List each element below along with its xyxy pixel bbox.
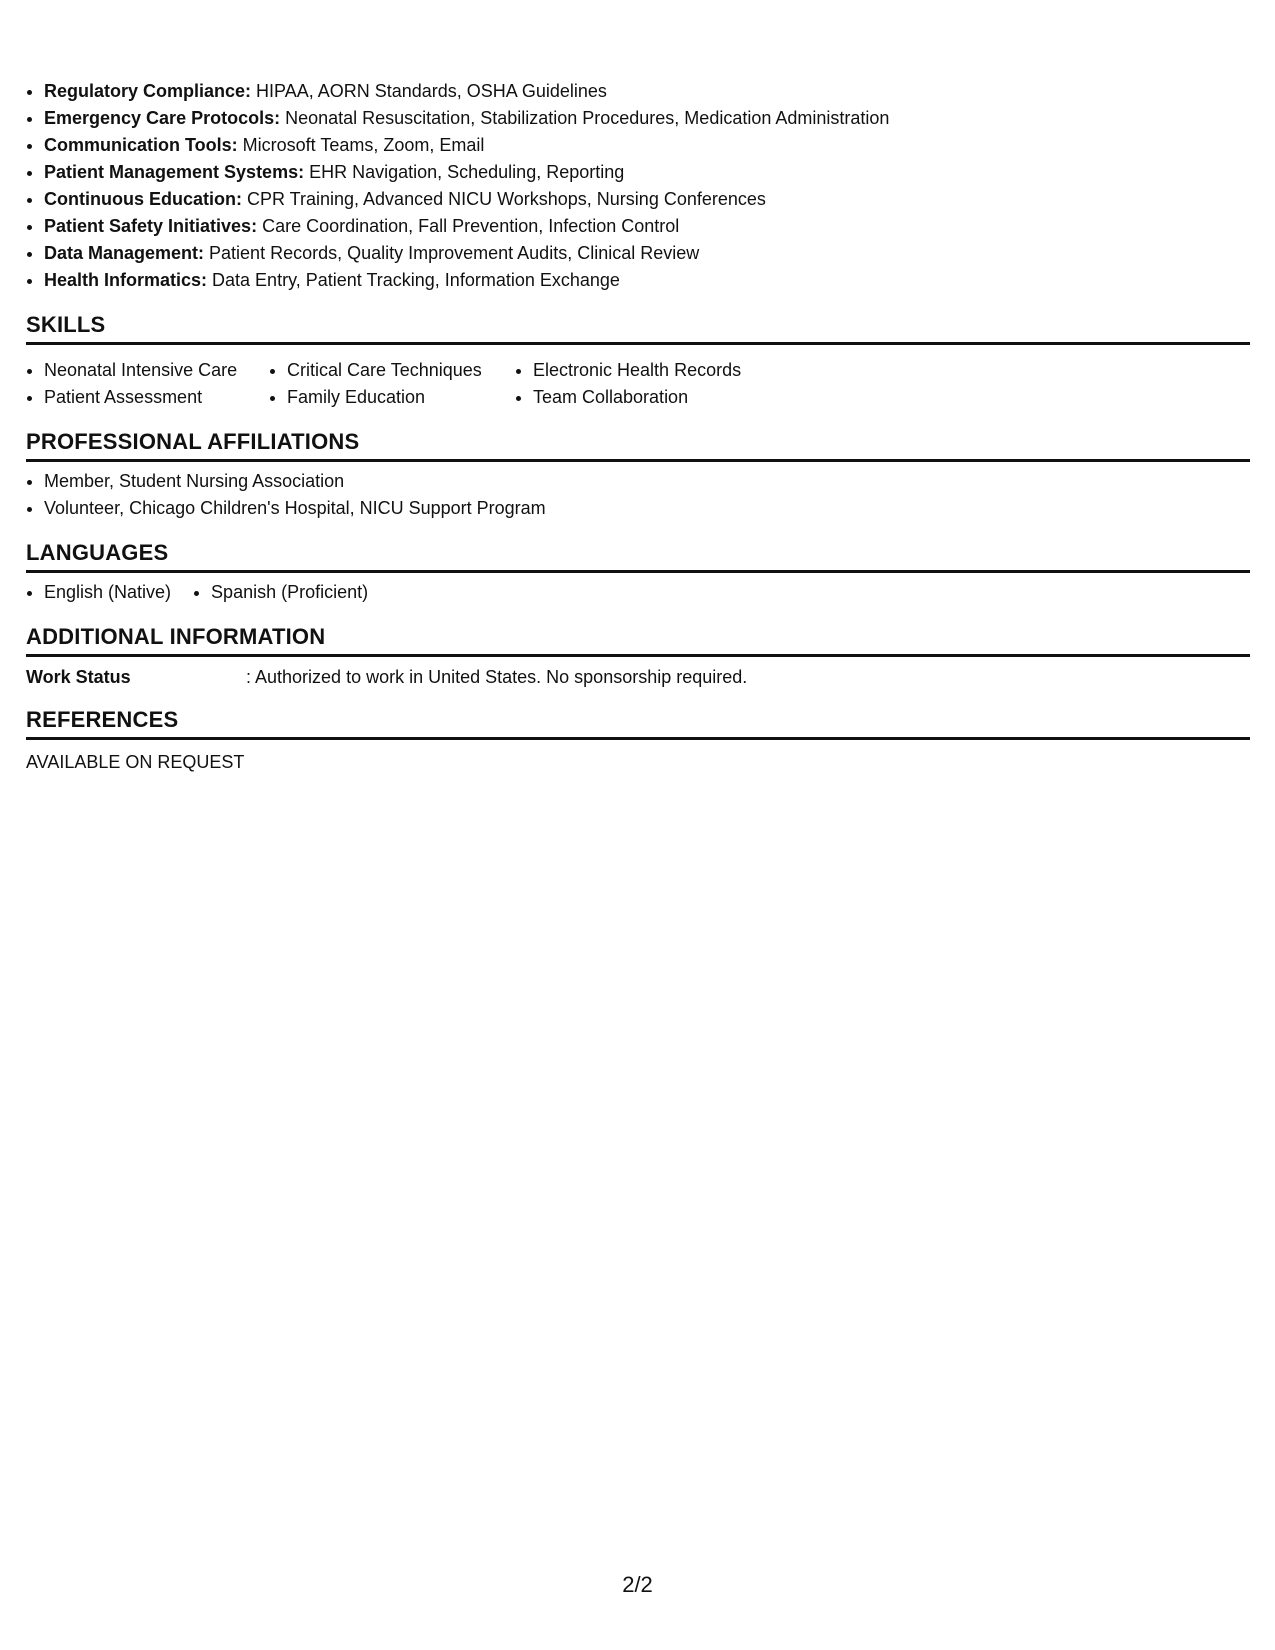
list-item: Communication Tools: Microsoft Teams, Zoom, Email <box>26 132 1250 159</box>
skill-item: Family Education <box>269 384 515 411</box>
skills-column <box>269 357 515 411</box>
resume-page <box>26 78 1250 774</box>
skills-columns <box>26 351 1250 411</box>
section-title: SKILLS <box>26 312 1250 345</box>
skill-item: Electronic Health Records <box>515 357 815 384</box>
competency-list <box>26 78 1250 294</box>
section-title: REFERENCES <box>26 707 1250 740</box>
list-item: Continuous Education: CPR Training, Advanced NICU Workshops, Nursing Conferences <box>26 186 1250 213</box>
list-item: Data Management: Patient Records, Quality Improvement Audits, Clinical Review <box>26 240 1250 267</box>
list-item: Patient Safety Initiatives: Care Coordination, Fall Prevention, Infection Control <box>26 213 1250 240</box>
list-item: Emergency Care Protocols: Neonatal Resuscitation, Stabilization Procedures, Medication Administration <box>26 105 1250 132</box>
skill-item: Neonatal Intensive Care <box>26 357 269 384</box>
additional-info-section <box>26 624 1250 689</box>
skill-item: Team Collaboration <box>515 384 815 411</box>
list-item: Health Informatics: Data Entry, Patient Tracking, Information Exchange <box>26 267 1250 294</box>
language-item: English (Native) <box>26 579 171 606</box>
language-item: Spanish (Proficient) <box>193 579 368 606</box>
section-title: ADDITIONAL INFORMATION <box>26 624 1250 657</box>
work-status-row <box>26 665 1250 689</box>
references-section <box>26 707 1250 774</box>
work-status-value: : Authorized to work in United States. No sponsorship required. <box>246 667 748 687</box>
list-item: Regulatory Compliance: HIPAA, AORN Standards, OSHA Guidelines <box>26 78 1250 105</box>
skill-item: Patient Assessment <box>26 384 269 411</box>
section-title: PROFESSIONAL AFFILIATIONS <box>26 429 1250 462</box>
section-title: LANGUAGES <box>26 540 1250 573</box>
affiliations-list <box>26 468 1250 522</box>
affiliations-section <box>26 429 1250 522</box>
languages-section <box>26 540 1250 606</box>
list-item: Patient Management Systems: EHR Navigation, Scheduling, Reporting <box>26 159 1250 186</box>
skills-section <box>26 312 1250 411</box>
list-item: Member, Student Nursing Association <box>26 468 1250 495</box>
list-item: Volunteer, Chicago Children's Hospital, NICU Support Program <box>26 495 1250 522</box>
page-number: 2/2 <box>622 1572 653 1597</box>
references-text: AVAILABLE ON REQUEST <box>26 752 245 772</box>
languages-list <box>26 579 1250 606</box>
skill-item: Critical Care Techniques <box>269 357 515 384</box>
skills-column <box>26 357 269 411</box>
work-status-label: Work Status <box>26 667 131 687</box>
skills-column <box>515 357 815 411</box>
